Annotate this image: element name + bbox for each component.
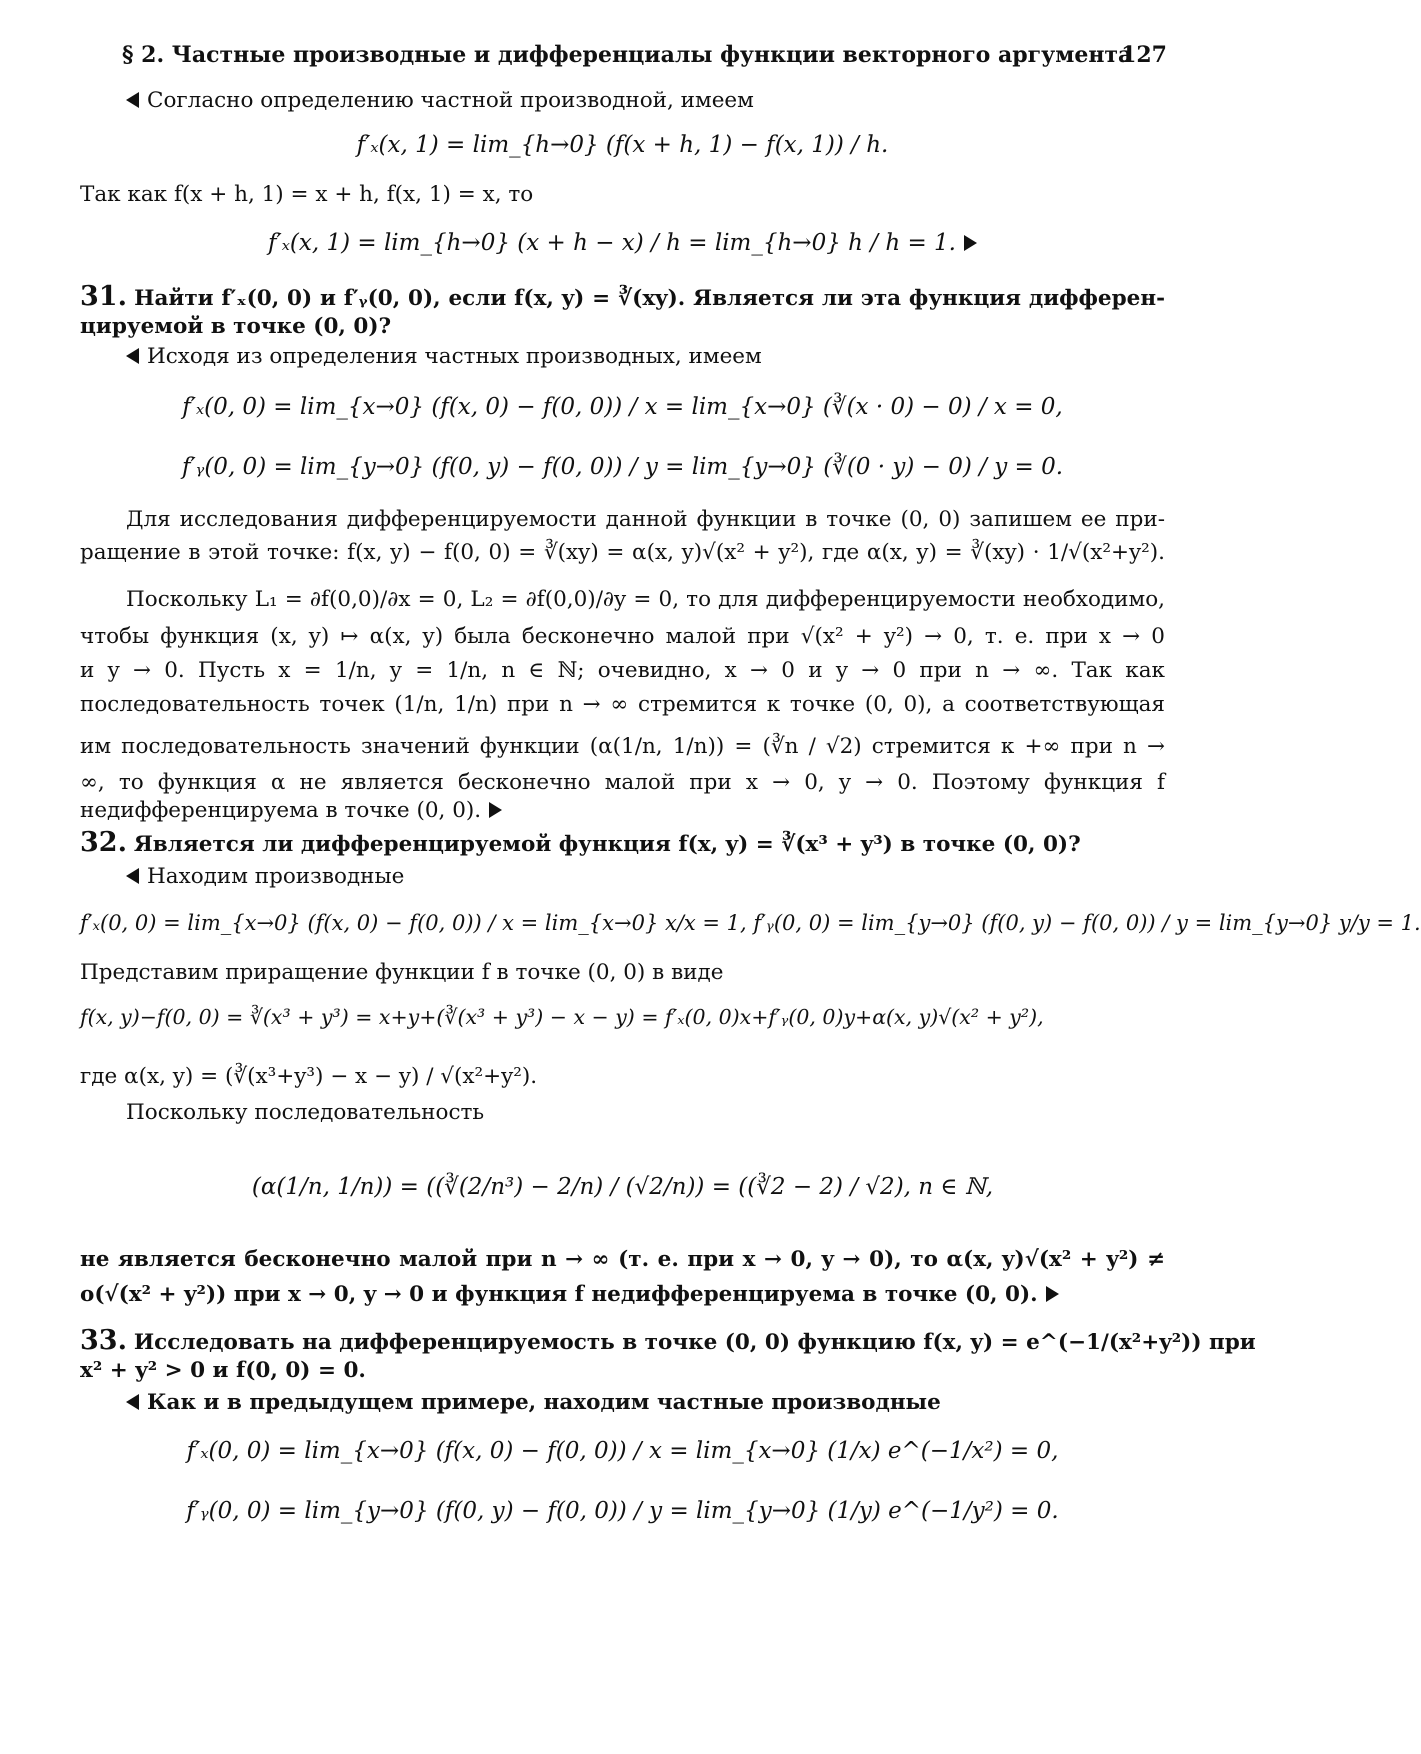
text-line: Поскольку L₁ = ∂f(0,0)/∂x = 0, L₂ = ∂f(0,0)/∂y = 0, то для дифференцируемости необходимо, [126, 587, 1165, 612]
text-line: ращение в этой точке: f(x, y) − f(0, 0) = ∛(xy) = α(x, y)√(x² + y²), где α(x, y) = ∛(xy) · 1/√(x²+y²). [80, 540, 1165, 565]
text-line: ∞, то функция α не является бесконечно малой при x → 0, y → 0. Поэтому функция f [80, 770, 1165, 795]
text-line: Для исследования дифференцируемости данной функции в точке (0, 0) запишем ее при- [126, 507, 1165, 532]
text-line: o(√(x² + y²)) при x → 0, y → 0 и функция f недифференцируема в точке (0, 0). [80, 1280, 1165, 1310]
problem-number: 32. [80, 827, 127, 858]
text-line: Находим производные [126, 862, 1165, 892]
problem-31-statement: 31. Найти f′ₓ(0, 0) и f′ᵧ(0, 0), если f(x, y) = ∛(xy). Является ли эта функция дифферен- [80, 281, 1165, 312]
formula-line: (α(1/n, 1/n)) = ((∛(2/n³) − 2/n) / (√2/n)) = ((∛2 − 2) / √2), n ∈ ℕ, [251, 1174, 994, 1200]
proof-end-icon [489, 802, 502, 818]
problem-number: 31. [80, 281, 127, 312]
proof-end-icon [1046, 1286, 1059, 1302]
running-header [122, 42, 1167, 76]
proof-start-icon [126, 92, 139, 108]
text-line: недифференцируема в точке (0, 0). [80, 796, 1165, 826]
formula-line: f′ₓ(0, 0) = lim_{x→0} (f(x, 0) − f(0, 0)) / x = lim_{x→0} (∛(x · 0) − 0) / x = 0, [182, 394, 1063, 420]
proof-start-icon [126, 1394, 139, 1410]
formula-line: f′ₓ(x, 1) = lim_{h→0} (x + h − x) / h = lim_{h→0} h / h = 1. [80, 228, 1165, 258]
text-line: Как и в предыдущем примере, находим частные производные [126, 1388, 1165, 1418]
formula-line: f′ᵧ(0, 0) = lim_{y→0} (f(0, y) − f(0, 0)) / y = lim_{y→0} (1/y) e^(−1/y²) = 0. [186, 1498, 1059, 1524]
proof-start-icon [126, 348, 139, 364]
formula-line: f(x, y)−f(0, 0) = ∛(x³ + y³) = x+y+(∛(x³ + y³) − x − y) = f′ₓ(0, 0)x+f′ᵧ(0, 0)y+α(x, y)√(x² + y²), [80, 1005, 1044, 1029]
text-line: Согласно определению частной производной, имеем [126, 86, 1165, 116]
formula-line: f′ₓ(0, 0) = lim_{x→0} (f(x, 0) − f(0, 0)) / x = lim_{x→0} x/x = 1, f′ᵧ(0, 0) = lim_{y→0} (f(0, y) − f(0, 0)) / y = lim_{y→0} y/y = 1. [80, 911, 1421, 935]
problem-32-statement: 32. Является ли дифференцируемой функция f(x, y) = ∛(x³ + y³) в точке (0, 0)? [80, 827, 1081, 858]
formula-line: f′ₓ(0, 0) = lim_{x→0} (f(x, 0) − f(0, 0)) / x = lim_{x→0} (1/x) e^(−1/x²) = 0, [186, 1438, 1059, 1464]
problem-33-statement: 33. Исследовать на дифференцируемость в точке (0, 0) функцию f(x, y) = e^(−1/(x²+y²)) при [80, 1325, 1256, 1356]
text-line: им последовательность значений функции (α(1/n, 1/n)) = (∛n / √2) стремится к +∞ при n → [80, 734, 1165, 759]
text-line: где α(x, y) = (∛(x³+y³) − x − y) / √(x²+y²). [80, 1064, 538, 1089]
text-line: Так как f(x + h, 1) = x + h, f(x, 1) = x, то [80, 182, 534, 207]
problem-number: 33. [80, 1325, 127, 1356]
formula-line: f′ₓ(x, 1) = lim_{h→0} (f(x + h, 1) − f(x, 1)) / h. [356, 132, 889, 158]
text-line: x² + y² > 0 и f(0, 0) = 0. [80, 1358, 366, 1383]
text-line: Представим приращение функции f в точке (0, 0) в виде [80, 960, 724, 985]
text-line: чтобы функция (x, y) ↦ α(x, y) была бесконечно малой при √(x² + y²) → 0, т. е. при x → 0 [80, 624, 1165, 649]
formula-line: f′ᵧ(0, 0) = lim_{y→0} (f(0, y) − f(0, 0)) / y = lim_{y→0} (∛(0 · y) − 0) / y = 0. [181, 454, 1064, 480]
text-line: цируемой в точке (0, 0)? [80, 314, 392, 339]
text-line: не является бесконечно малой при n → ∞ (т. е. при x → 0, y → 0), то α(x, y)√(x² + y²) ≠ [80, 1247, 1165, 1272]
section-title: § 2. Частные производные и дифференциалы функции векторного аргумента [122, 42, 1133, 68]
text-line: Поскольку последовательность [126, 1100, 485, 1125]
proof-start-icon [126, 868, 139, 884]
text-line: и y → 0. Пусть x = 1/n, y = 1/n, n ∈ ℕ; очевидно, x → 0 и y → 0 при n → ∞. Так как [80, 658, 1165, 683]
text-line: Исходя из определения частных производных, имеем [126, 342, 1165, 372]
page-number: 127 [1121, 42, 1167, 68]
text-line: последовательность точек (1/n, 1/n) при n → ∞ стремится к точке (0, 0), а соответствующая [80, 692, 1165, 717]
proof-end-icon [964, 235, 977, 251]
